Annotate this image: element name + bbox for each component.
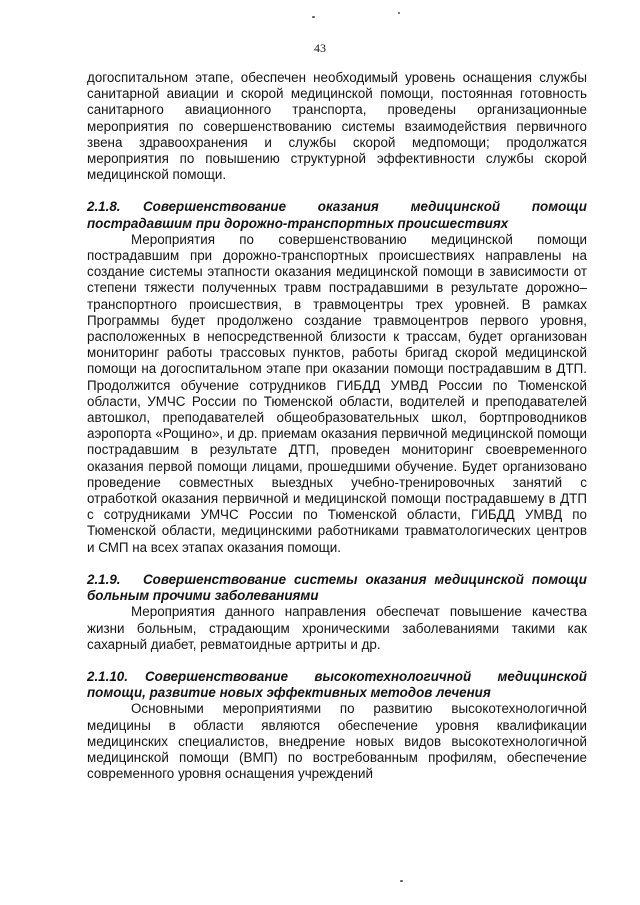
section-paragraph: Основными мероприятиями по развитию высокотехнологичной медицины в области являются обеспечение уровня квалификации медицинских специалистов, внедрение новых видов высокотехнологичной медицинской помощи (ВМП) по востребованным профилям, обеспечение современного уровня оснащения учреждений <box>87 701 587 782</box>
intro-paragraph: догоспитальном этапе, обеспечен необходимый уровень оснащения службы санитарной авиации и скорой медицинской помощи, постоянная готовность санитарного авиационного транспорта, проведены организационные мероприятия по совершенствованию системы взаимодействия первичного звена здравоохранения и службы скорой медпомощи; продолжатся мероприятия по повышению структурной эффективности службы скорой медицинской помощи. <box>87 70 587 183</box>
section-title: Совершенствование оказания медицинской помощи пострадавшим при дорожно-транспортных происшествиях <box>87 199 587 231</box>
section-paragraph: Мероприятия по совершенствованию медицинской помощи пострадавшим при дорожно-транспортных происшествиях направлены на создание системы этапности оказания медицинской помощи в зависимости от степени тяжести полученных травм пострадавшими в результате дорожно–транспортного происшествия, в травмоцентры трех уровней. В рамках Программы будет продолжено создание травмоцентров первого уровня, расположенных в непосредственной близости к трассам, будет организован мониторинг работы трассовых пунктов, работы бригад скорой медицинской помощи на догоспитальном этапе при оказании помощи пострадавшим в ДТП. Продолжится обучение сотрудников ГИБДД УМВД России по Тюменской области, УМЧС России по Тюменской области, водителей и преподавателей автошкол, преподавателей общеобразовательных школ, бортпроводников аэропорта «Рощино», и др. приемам оказания первичной медицинской помощи пострадавшим в результате ДТП, проведен мониторинг своевременного оказания первой помощи лицами, прошедшими обучение. Будет организовано проведение совместных выездных учебно-тренировочных занятий с отработкой оказания первичной и медицинской помощи пострадавшему в ДТП с сотрудниками УМЧС России по Тюменской области, ГИБДД УМВД по Тюменской области, медицинскими работниками травматологических центров и СМП на всех этапах оказания помощи. <box>87 231 587 555</box>
section-paragraph: Мероприятия данного направления обеспечат повышение качества жизни больным, страдающим хроническими заболеваниями такими как сахарный диабет, ревматоидные артриты и др. <box>87 604 587 652</box>
section-title: Совершенствование высокотехнологичной медицинской помощи, развитие новых эффективных методов лечения <box>87 668 587 701</box>
section-heading <box>87 199 587 231</box>
section-number: 2.1.10. <box>87 668 128 684</box>
section-number: 2.1.9. <box>87 571 121 587</box>
scan-speck <box>398 12 400 14</box>
page-number: 43 <box>314 41 326 55</box>
section-title: Совершенствование системы оказания медицинской помощи больным прочими заболеваниями <box>87 571 587 604</box>
scan-speck <box>400 880 403 882</box>
section-heading <box>87 572 587 604</box>
document-body <box>87 70 587 782</box>
section-number: 2.1.8. <box>87 199 121 215</box>
section-heading <box>87 669 587 701</box>
scan-speck <box>312 16 315 18</box>
